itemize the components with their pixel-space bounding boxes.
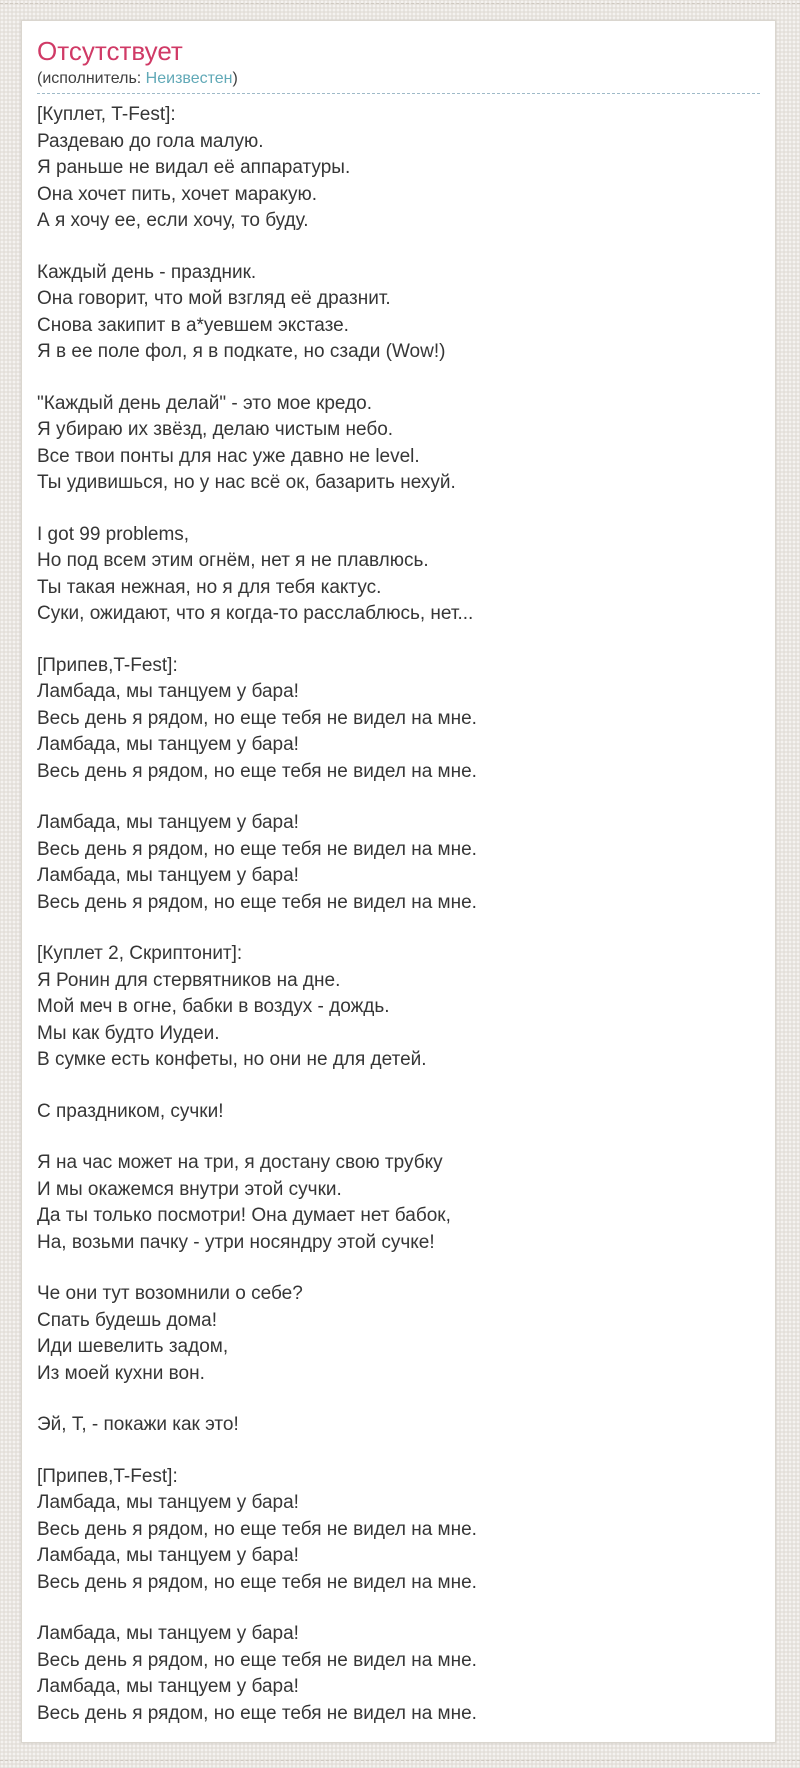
stanza: Я на час может на три, я достану свою трубку И мы окажемся внутри этой сучки. Да ты только посмотри! Она думает нет бабок, На, возьми пачку - утри носяндру этой сучке! — [37, 1152, 451, 1253]
page-top-dashed-border — [0, 3, 800, 4]
lyrics-text — [37, 94, 760, 1727]
stanza: [Припев,T-Fest]: Ламбада, мы танцуем у бара! Весь день я рядом, но еще тебя не видел на мне. Ламбада, мы танцуем у бара! Весь день я рядом, но еще тебя не видел на мне. — [37, 1465, 477, 1593]
stanza: Ламбада, мы танцуем у бара! Весь день я рядом, но еще тебя не видел на мне. Ламбада, мы танцуем у бара! Весь день я рядом, но еще тебя не видел на мне. — [37, 1623, 477, 1724]
stanza: Ламбада, мы танцуем у бара! Весь день я рядом, но еще тебя не видел на мне. Ламбада, мы танцуем у бара! Весь день я рядом, но еще тебя не видел на мне. — [37, 812, 477, 913]
artist-link[interactable]: Неизвестен — [145, 70, 233, 87]
song-title: Отсутствует — [37, 36, 183, 66]
stanza: С праздником, сучки! — [37, 1100, 224, 1122]
stanza: I got 99 problems, Но под всем этим огнём, нет я не плавлюсь. Ты такая нежная, но я для тебя кактус. Суки, ожидают, что я когда-то расслаблюсь, нет... — [37, 523, 474, 624]
page-bottom-dashed-border — [0, 1760, 800, 1761]
artist-label: (исполнитель: — [37, 70, 142, 87]
stanza: [Припев,T-Fest]: Ламбада, мы танцуем у бара! Весь день я рядом, но еще тебя не видел на мне. Ламбада, мы танцуем у бара! Весь день я рядом, но еще тебя не видел на мне. — [37, 654, 477, 782]
artist-line — [37, 69, 760, 94]
stanza: [Куплет, T-Fest]: Раздеваю до гола малую. Я раньше не видал её аппаратуры. Она хочет пить, хочет маракую. А я хочу ее, если хочу, то буду. — [37, 104, 351, 231]
artist-label-close: ) — [232, 70, 238, 87]
lyrics-card — [21, 20, 776, 1743]
stanza: Че они тут возомнили о себе? Спать будешь дома! Иди шевелить задом, Из моей кухни вон. — [37, 1283, 303, 1384]
stanza: Эй, Т, - покажи как это! — [37, 1414, 239, 1435]
stanza: [Куплет 2, Скриптонит]: Я Ронин для стервятников на дне. Мой меч в огне, бабки в воздух - дождь. Мы как будто Иудеи. В сумке есть конфеты, но они не для детей. — [37, 943, 427, 1070]
stanza: "Каждый день делай" - это мое кредо. Я убираю их звёзд, делаю чистым небо. Все твои понты для нас уже давно не level. Ты удивишься, но у нас всё ок, базарить нехуй. — [37, 392, 456, 493]
stanza: Каждый день - праздник. Она говорит, что мой взгляд её дразнит. Снова закипит в а*уевшем экстазе. Я в ее поле фол, я в подкате, но сзади (Wow!) — [37, 261, 446, 362]
